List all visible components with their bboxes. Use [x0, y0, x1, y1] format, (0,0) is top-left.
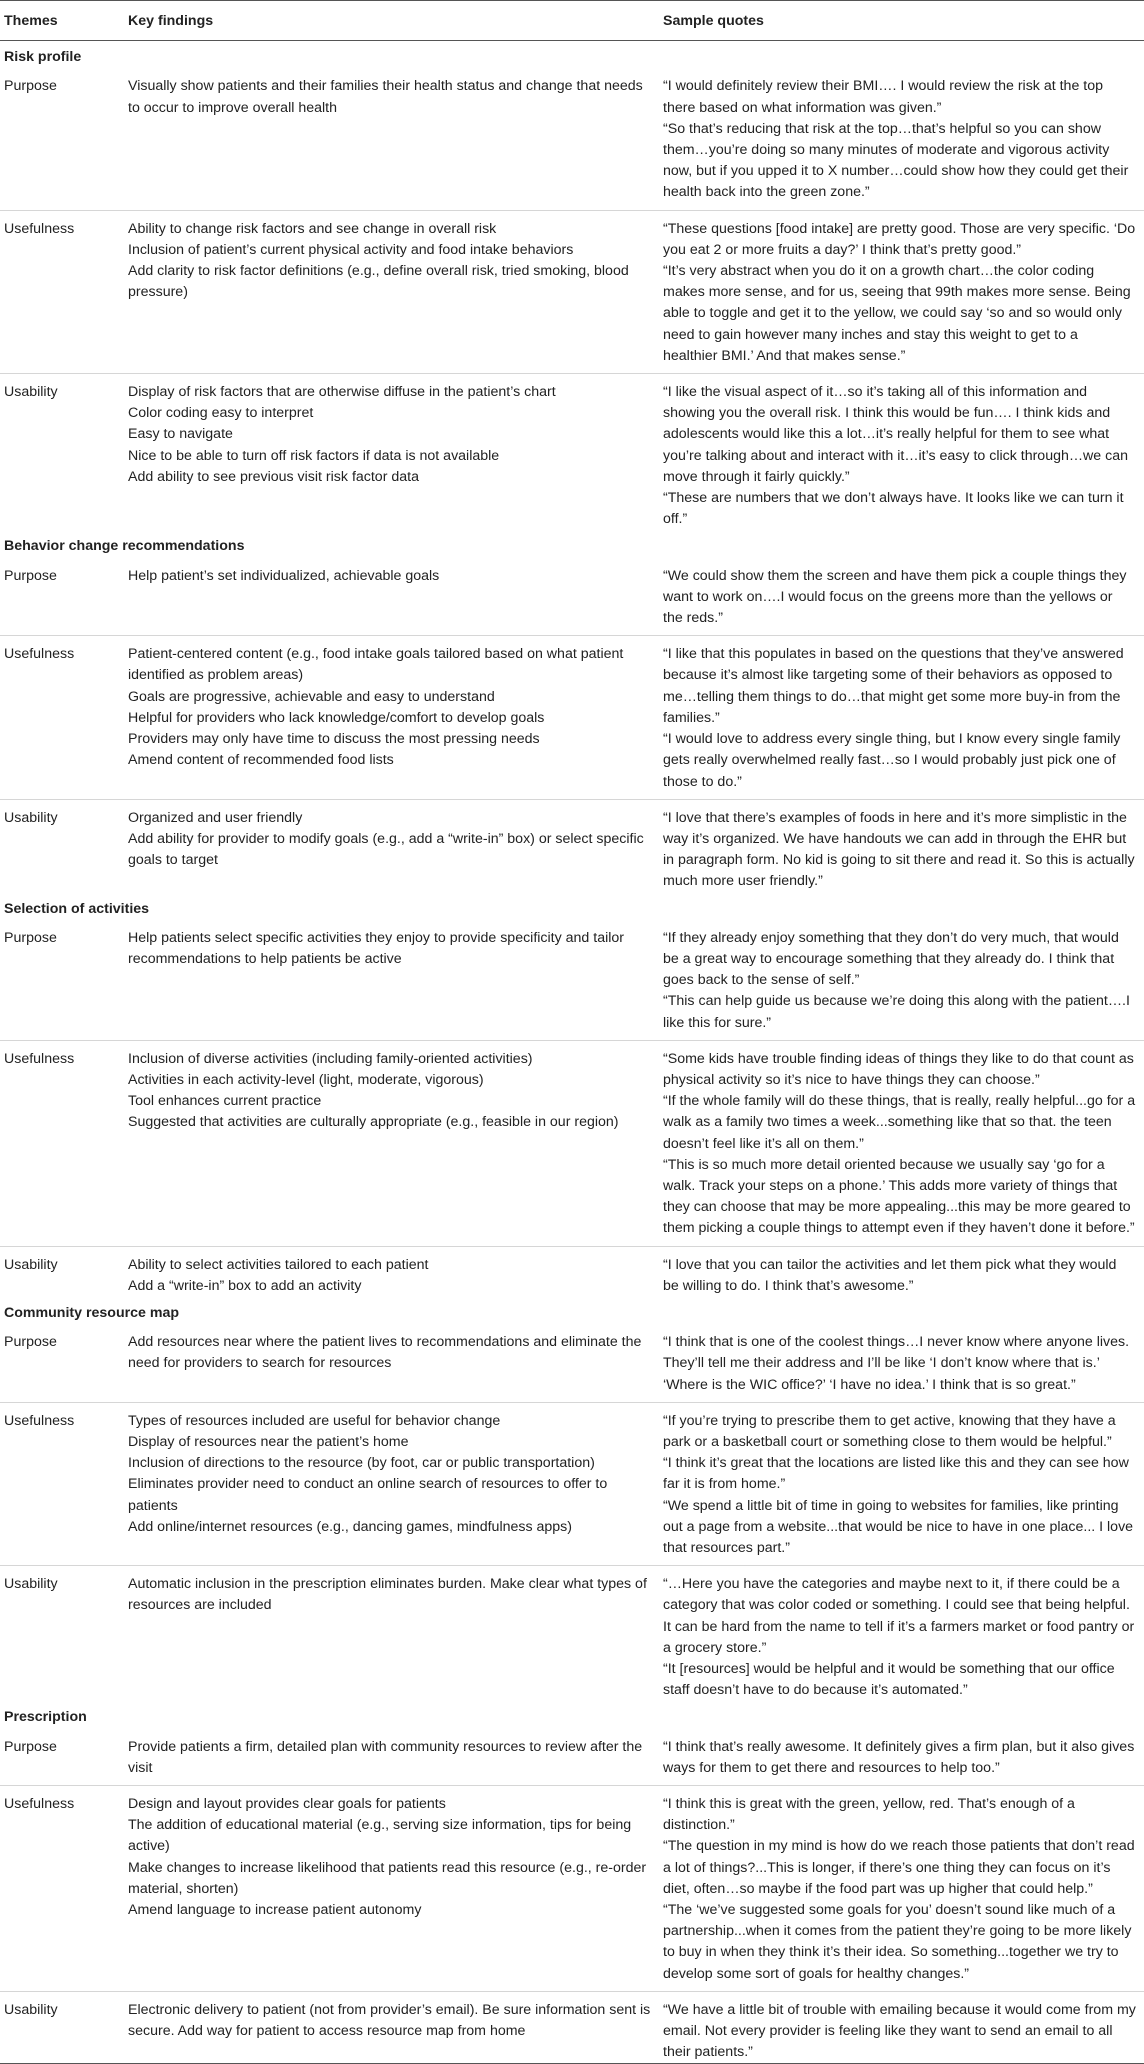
- section-title: Community resource map: [4, 1304, 180, 1321]
- section-row-behavior-change-recommendations: [0, 530, 1144, 557]
- findings-cell: [124, 558, 659, 636]
- quotes-cell: [659, 636, 1144, 799]
- quotes-cell: [659, 1246, 1144, 1297]
- finding-line: Electronic delivery to patient (not from provider’s email). Be sure information sent is secure. Add way for patient to access resource map from home: [128, 2001, 651, 2040]
- finding-line: Add ability for provider to modify goals (e.g., add a “write-in” box) or select specific goals to target: [128, 830, 644, 869]
- finding-line: Inclusion of patient’s current physical activity and food intake behaviors: [128, 241, 574, 258]
- finding-line: Add a “write-in” box to add an activity: [128, 1277, 362, 1294]
- table-body: [0, 41, 1144, 2064]
- finding-line: Activities in each activity-level (light, moderate, vigorous): [128, 1071, 484, 1088]
- quote-text: “We spend a little bit of time in going to websites for families, like printing out a page from a website...that would be nice to have in one place... I love that resources part.”: [663, 1497, 1134, 1556]
- finding-line: Goals are progressive, achievable and easy to understand: [128, 688, 495, 705]
- table-row: [0, 1566, 1144, 1702]
- finding-line: Visually show patients and their families their health status and change that needs to occur to improve overall health: [128, 78, 643, 116]
- findings-cell: [124, 1040, 659, 1246]
- quotes-cell: [659, 210, 1144, 373]
- quote-text: “The question in my mind is how do we reach those patients that don’t read a lot of things?...This is longer, if there’s one thing they can focus on it’s diet, often…so maybe if the food part was up higher that could help.”: [663, 1838, 1135, 1897]
- quotes-cell: [659, 374, 1144, 531]
- table-row: [0, 636, 1144, 799]
- table-row: [0, 1324, 1144, 1402]
- quote-text: “I think that’s really awesome. It definitely gives a firm plan, but it also gives ways for them to get there and resources to help too.”: [663, 1738, 1135, 1776]
- table-row: [0, 1729, 1144, 1786]
- theme-cell: Purpose: [0, 558, 124, 636]
- finding-line: Display of resources near the patient’s home: [128, 1433, 409, 1450]
- finding-line: Help patients select specific activities they enjoy to provide specificity and tailor recommendations to help patients be active: [128, 929, 625, 967]
- findings-cell: [124, 1566, 659, 1702]
- quote-text: “These questions [food intake] are pretty good. Those are very specific. ‘Do you eat 2 or more fruits a day?’ I think that’s pretty good.”: [663, 220, 1136, 258]
- finding-line: Provide patients a firm, detailed plan with community resources to review after the visit: [128, 1738, 643, 1776]
- theme-cell: Usefulness: [0, 210, 124, 373]
- theme-cell: Purpose: [0, 1729, 124, 1786]
- finding-line: Amend language to increase patient autonomy: [128, 1902, 422, 1919]
- findings-cell: [124, 1324, 659, 1402]
- quote-text: “It’s very abstract when you do it on a growth chart…the color coding makes more sense, and for us, seeing that 99th makes more sense. Being able to toggle and get it to the yellow, we could say ‘so and so would only need to gain however many inches and stay this weight to get to a healthier BMI.’ And that makes sense.”: [663, 263, 1131, 364]
- findings-cell: [124, 1729, 659, 1786]
- table-row: [0, 1991, 1144, 2064]
- sample-quotes-header: Sample quotes: [659, 1, 1144, 41]
- theme-cell: Purpose: [0, 920, 124, 1041]
- finding-line: Display of risk factors that are otherwise diffuse in the patient’s chart: [128, 384, 556, 401]
- quote-text: “This is so much more detail oriented because we usually say ‘go for a walk. Track your steps on a phone.’ This adds more variety of things that they can choose that may be more appealing...this may be more geared to them picking a couple things to attempt even if they haven’t done it before.”: [663, 1156, 1135, 1237]
- section-row-prescription: [0, 1701, 1144, 1728]
- quote-text: “It [resources] would be helpful and it would be something that our office staff doesn’t have to do because it’s automated.”: [663, 1661, 1115, 1699]
- finding-line: Suggested that activities are culturally appropriate (e.g., feasible in our region): [128, 1114, 619, 1131]
- findings-cell: [124, 1786, 659, 1992]
- finding-line: Add resources near where the patient lives to recommendations and eliminate the need for providers to search for resources: [128, 1334, 642, 1372]
- finding-line: Automatic inclusion in the prescription eliminates burden. Make clear what types of resources are included: [128, 1576, 647, 1614]
- section-row-risk-profile: [0, 41, 1144, 69]
- finding-line: Inclusion of directions to the resource (by foot, car or public transportation): [128, 1455, 595, 1472]
- quote-text: “I think this is great with the green, yellow, red. That’s enough of a distinction.”: [663, 1796, 1075, 1834]
- table-row: [0, 799, 1144, 892]
- finding-line: Add ability to see previous visit risk factor data: [128, 468, 419, 485]
- theme-cell: Usability: [0, 1991, 124, 2064]
- findings-cell: [124, 636, 659, 799]
- theme-cell: Usefulness: [0, 1402, 124, 1565]
- findings-cell: [124, 920, 659, 1041]
- quote-text: “…Here you have the categories and maybe next to it, if there could be a category that was color coded or something. I could see that being helpful. It can be hard from the name to tell if it’s a farmers market or food pantry or a grocery store.”: [663, 1576, 1135, 1656]
- findings-cell: [124, 1991, 659, 2064]
- section-title: Prescription: [4, 1709, 87, 1726]
- quote-text: “I would love to address every single thing, but I know every single family gets really overwhelmed really fast…so I would probably just pick one of those to do.”: [663, 731, 1121, 790]
- finding-line: Ability to change risk factors and see change in overall risk: [128, 220, 497, 237]
- themes-header: Themes: [0, 1, 124, 41]
- theme-cell: Purpose: [0, 68, 124, 210]
- finding-line: The addition of educational material (e.g., serving size information, tips for being active): [128, 1817, 632, 1855]
- quote-text: “We could show them the screen and have them pick a couple things they want to work on….I would focus on the greens more than the yellows or the reds.”: [663, 567, 1127, 627]
- quote-text: “So that’s reducing that risk at the top…that’s helpful so you can show them…you’re doing so many minutes of moderate and vigorous activity now, but if you upped it to X number…could show how they could get their health back into the green zone.”: [663, 120, 1129, 201]
- section-title: Risk profile: [4, 49, 82, 66]
- quote-text: “I think it’s great that the locations are listed like this and they can see how far it is from home.”: [663, 1455, 1129, 1493]
- finding-line: Easy to navigate: [128, 426, 233, 443]
- findings-cell: [124, 1402, 659, 1565]
- finding-line: Design and layout provides clear goals for patients: [128, 1796, 446, 1813]
- finding-line: Tool enhances current practice: [128, 1093, 322, 1110]
- quote-text: “I love that you can tailor the activities and let them pick what they would be willing to do. I think that’s awesome.”: [663, 1256, 1117, 1294]
- table-row: [0, 558, 1144, 636]
- section-row-selection-of-activities: [0, 893, 1144, 920]
- quote-text: “This can help guide us because we’re doing this along with the patient….I like this for sure.”: [663, 993, 1130, 1031]
- quote-text: “I think that is one of the coolest things…I never know where anyone lives. They’ll tell me their address and I’ll be like ‘I don’t know where that is.’ ‘Where is the WIC office?’ ‘I have no idea.’ I think that is so great.”: [663, 1334, 1130, 1393]
- key-findings-header: Key findings: [124, 1, 659, 41]
- finding-line: Eliminates provider need to conduct an online search of resources to offer to patients: [128, 1476, 608, 1514]
- quote-text: “I like the visual aspect of it…so it’s taking all of this information and showing you the overall risk. I think this would be fun…. I think kids and adolescents would like this a lot…it’s really helpful for them to see what you’re talking about and interact with it…it’s easy to click through…we can move through it fairly quickly.”: [663, 384, 1129, 485]
- finding-line: Patient-centered content (e.g., food intake goals tailored based on what patient identified as problem areas): [128, 646, 624, 684]
- finding-line: Add online/internet resources (e.g., dancing games, mindfulness apps): [128, 1518, 573, 1535]
- finding-line: Make changes to increase likelihood that patients read this resource (e.g., re-order material, shorten): [128, 1859, 647, 1897]
- quote-text: “I love that there’s examples of foods in here and it’s more simplistic in the way it’s organized. We have handouts we can add in through the EHR but in paragraph form. No kid is going to sit there and read it. So this is actually much more user friendly.”: [663, 809, 1135, 890]
- quote-text: “The ‘we’ve suggested some goals for you’ doesn’t sound like much of a partnership...when it comes from the patient they’re going to be more likely to buy in when they think it’s their idea. So something...together we try to develop some sort of goals for healthy changes.”: [663, 1902, 1132, 1982]
- header-row: [0, 1, 1144, 41]
- theme-cell: Usability: [4, 1576, 58, 1593]
- theme-cell: Usefulness: [0, 1786, 124, 1992]
- quote-text: “I would definitely review their BMI…. I would review the risk at the top there based on what information was given.”: [663, 78, 1103, 116]
- section-title: Selection of activities: [4, 900, 150, 917]
- table-row: [0, 1040, 1144, 1246]
- quotes-cell: [659, 1324, 1144, 1402]
- findings-cell: [124, 1246, 659, 1297]
- finding-line: Color coding easy to interpret: [128, 405, 314, 422]
- theme-cell: Usability: [4, 1256, 58, 1273]
- table-row: [0, 1402, 1144, 1565]
- findings-cell: [124, 210, 659, 373]
- quotes-cell: [659, 799, 1144, 892]
- findings-cell: [124, 799, 659, 892]
- finding-line: Types of resources included are useful for behavior change: [128, 1412, 501, 1429]
- findings-cell: [124, 68, 659, 210]
- quote-text: “I like that this populates in based on the questions that they’ve answered because it’s almost like targeting some of their behaviors as opposed to me…telling them things to do…that might get some more buy-in from the families.”: [663, 646, 1124, 726]
- finding-line: Helpful for providers who lack knowledge/comfort to develop goals: [128, 709, 545, 726]
- quotes-cell: [659, 920, 1144, 1041]
- table-row: [0, 1786, 1144, 1992]
- table-row: [0, 1246, 1144, 1297]
- table-row: [0, 374, 1144, 531]
- quotes-cell: [659, 1991, 1144, 2064]
- finding-line: Organized and user friendly: [128, 809, 303, 826]
- table-row: [0, 920, 1144, 1041]
- finding-line: Help patient’s set individualized, achievable goals: [128, 567, 440, 584]
- quotes-cell: [659, 1729, 1144, 1786]
- quote-text: “These are numbers that we don’t always have. It looks like we can turn it off.”: [663, 490, 1124, 528]
- table-row: [0, 68, 1144, 210]
- quotes-cell: [659, 1402, 1144, 1565]
- finding-line: Add clarity to risk factor definitions (e.g., define overall risk, tried smoking, blood pressure): [128, 263, 629, 301]
- finding-line: Inclusion of diverse activities (including family-oriented activities): [128, 1050, 533, 1067]
- quote-text: “We have a little bit of trouble with emailing because it would come from my email. Not every provider is feeling like they want to send an email to all their patients.”: [663, 2001, 1136, 2061]
- quotes-cell: [659, 68, 1144, 210]
- quote-text: “Some kids have trouble finding ideas of things they like to do that count as physical activity so it’s nice to have things they can choose.”: [663, 1050, 1134, 1088]
- quote-text: “If they already enjoy something that they don’t do very much, that would be a great way to encourage something that they already do. I think that goes back to the sense of self.”: [663, 929, 1119, 989]
- theme-cell: Usability: [4, 809, 58, 826]
- theme-cell: Usefulness: [0, 1040, 124, 1246]
- quote-text: “If the whole family will do these things, that is really, really helpful...go for a walk as a family two times a week...something like that so that. the teen doesn’t feel like it’s all on them.”: [663, 1093, 1136, 1152]
- section-row-community-resource-map: [0, 1297, 1144, 1324]
- theme-cell: Usability: [4, 384, 58, 401]
- quotes-cell: [659, 1786, 1144, 1992]
- quotes-cell: [659, 558, 1144, 636]
- quotes-cell: [659, 1566, 1144, 1702]
- theme-cell: Usefulness: [0, 636, 124, 799]
- quotes-cell: [659, 1040, 1144, 1246]
- quote-text: “If you’re trying to prescribe them to get active, knowing that they have a park or a basketball court or something close to them would be helpful.”: [663, 1412, 1116, 1450]
- findings-cell: [124, 374, 659, 531]
- finding-line: Amend content of recommended food lists: [128, 752, 394, 769]
- finding-line: Ability to select activities tailored to each patient: [128, 1256, 429, 1273]
- section-title: Behavior change recommendations: [4, 538, 245, 555]
- table-row: [0, 210, 1144, 373]
- finding-line: Nice to be able to turn off risk factors if data is not available: [128, 447, 500, 464]
- theme-cell: Purpose: [0, 1324, 124, 1402]
- finding-line: Providers may only have time to discuss the most pressing needs: [128, 731, 540, 748]
